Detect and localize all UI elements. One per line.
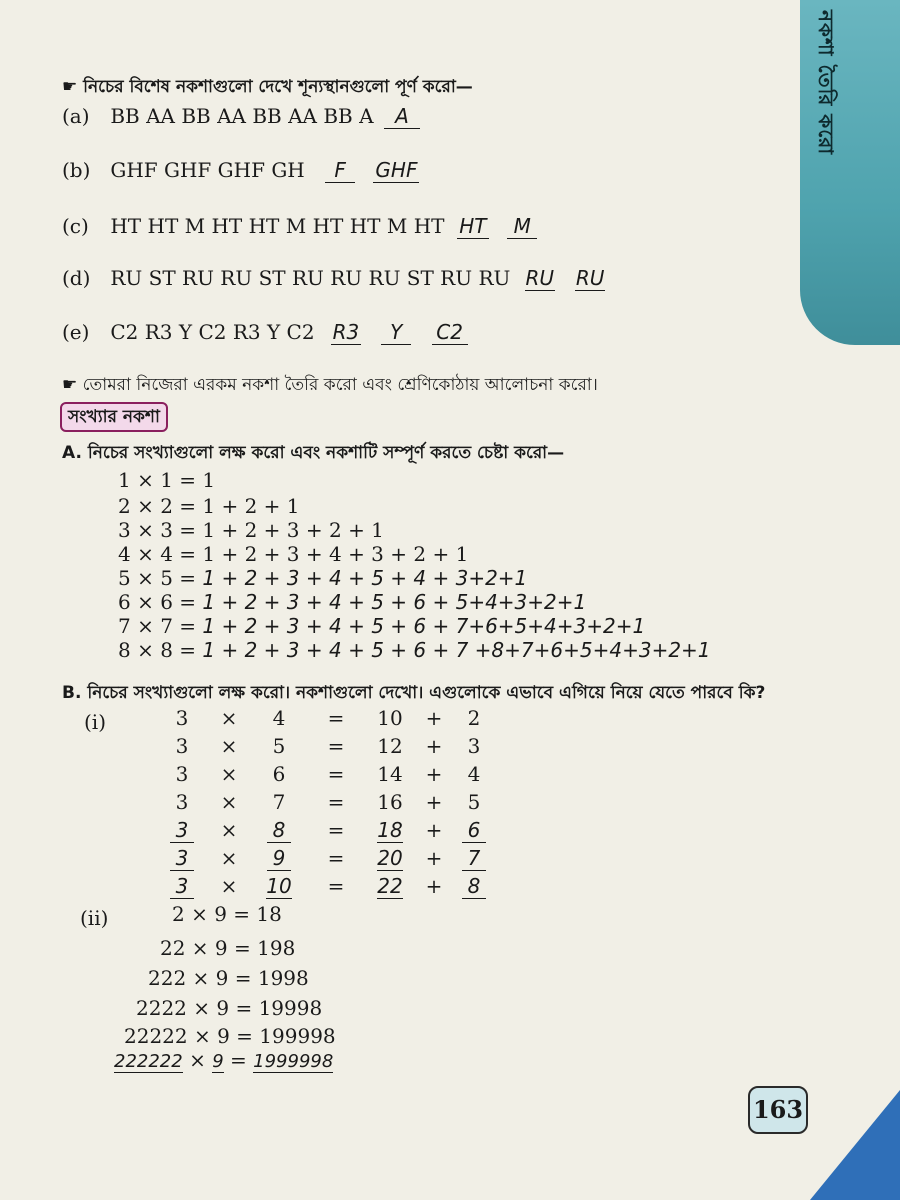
part-i-row [160, 816, 492, 844]
pattern-label: (a) [62, 104, 90, 128]
pattern-answer: A [384, 104, 420, 129]
square-row: 4 × 4 = 1 + 2 + 3 + 4 + 3 + 2 + 1 [118, 542, 469, 566]
part-i-cell-c: 20 [377, 845, 403, 870]
part-i-cell-c: 18 [377, 817, 403, 842]
pattern-label: (b) [62, 158, 91, 182]
pattern-item-e [62, 320, 468, 345]
part-i-table-body [160, 704, 492, 900]
part-i-row [160, 732, 492, 760]
patterns-instruction-text: নিচের বিশেষ নকশাগুলো দেখে শূন্যস্থানগুলো পূর্ণ করো— [83, 77, 473, 97]
pattern-item-b [62, 158, 419, 183]
part-i-cell-eq: = [327, 818, 345, 842]
part-i-cell-eq: = [327, 762, 345, 786]
pattern-text: BB AA BB AA BB AA BB A [110, 104, 374, 128]
part-i-row [160, 788, 492, 816]
part-ii-label: (ii) [80, 906, 109, 930]
part-i-cell-a: 3 [175, 706, 189, 730]
part-i-cell-op: × [220, 734, 238, 758]
part-i-row [160, 872, 492, 900]
part-i-cell-c: 12 [377, 734, 403, 758]
square-row-answer: 1 + 2 + 3 + 4 + 5 + 6 + 7 +8+7+6+5+4+3+2+1 [202, 638, 711, 662]
part-i-cell-plus: + [425, 874, 443, 898]
patterns-discussion [62, 372, 598, 400]
part-i-cell-eq: = [327, 734, 345, 758]
nine-row: 222 × 9 = 1998 [148, 966, 309, 990]
pattern-text: RU ST RU RU ST RU RU RU ST RU RU [110, 266, 511, 290]
pattern-answer: RU [575, 266, 605, 290]
square-row-handwritten [118, 638, 711, 662]
pattern-label: (d) [62, 266, 91, 290]
square-row-prefix: 7 × 7 = [118, 614, 203, 638]
pointing-hand-icon: ☛ [62, 77, 78, 97]
part-i-cell-op: × [220, 874, 238, 898]
pattern-answer: Y [381, 320, 411, 345]
part-i-cell-b: 7 [272, 790, 286, 814]
part-i-cell-d: 8 [462, 874, 486, 899]
chapter-side-tab [800, 0, 900, 345]
square-row-handwritten [118, 590, 586, 614]
part-i-cell-d: 4 [467, 762, 481, 786]
part-i-cell-plus: + [425, 706, 443, 730]
part-i-cell-op: × [220, 818, 238, 842]
pattern-item-c [62, 214, 537, 239]
part-i-cell-c: 10 [377, 706, 403, 730]
page-number: 163 [748, 1086, 808, 1134]
square-row-handwritten [118, 566, 527, 590]
square-row-prefix: 8 × 8 = [118, 638, 203, 662]
part-i-cell-c: 22 [377, 873, 403, 898]
part-i-row [160, 760, 492, 788]
part-i-table [160, 704, 492, 900]
nine-row-eq: = [230, 1048, 247, 1072]
part-i-cell-plus: + [425, 846, 443, 870]
part-i-label: (i) [84, 710, 107, 734]
square-row-answer: 1 + 2 + 3 + 4 + 5 + 6 + 5+4+3+2+1 [202, 590, 587, 614]
part-i-cell-d: 6 [462, 818, 486, 843]
pattern-label: (e) [62, 320, 90, 344]
section-a-instruction-text: নিচের সংখ্যাগুলো লক্ষ করো এবং নকশাটি সম্পূর্ণ করতে চেষ্টা করো— [87, 443, 565, 463]
pattern-label: (c) [62, 214, 89, 238]
part-i-cell-plus: + [425, 790, 443, 814]
part-i-cell-a: 3 [170, 818, 194, 843]
square-row: 2 × 2 = 1 + 2 + 1 [118, 494, 300, 518]
nine-row: 2 × 9 = 18 [172, 902, 282, 926]
nine-row-result: 1999998 [253, 1051, 334, 1072]
pattern-answer: GHF [375, 158, 418, 182]
square-row-answer: 1 + 2 + 3 + 4 + 5 + 6 + 7+6+5+4+3+2+1 [202, 614, 646, 638]
part-i-cell-a: 3 [175, 762, 189, 786]
part-i-cell-eq: = [327, 790, 345, 814]
nine-row-a: 222222 [114, 1051, 183, 1072]
part-i-cell-a: 3 [170, 846, 194, 871]
section-b-label: B. [62, 683, 82, 703]
pointing-hand-icon: ☛ [62, 375, 78, 395]
part-i-cell-d: 3 [467, 734, 481, 758]
part-i-cell-eq: = [327, 846, 345, 870]
pattern-text: C2 R3 Y C2 R3 Y C2 [110, 320, 315, 344]
pattern-item-d [62, 266, 605, 291]
square-row-prefix: 5 × 5 = [118, 566, 203, 590]
square-row-handwritten [118, 614, 645, 638]
part-i-cell-plus: + [425, 734, 443, 758]
nine-row: 22222 × 9 = 199998 [124, 1024, 336, 1048]
part-i-cell-b: 9 [267, 846, 291, 871]
nine-row-handwritten [114, 1048, 333, 1073]
pattern-item-a [62, 104, 420, 129]
pattern-text: GHF GHF GHF GH [110, 158, 305, 182]
part-i-cell-eq: = [327, 706, 345, 730]
part-i-cell-b: 5 [272, 734, 286, 758]
nine-row: 22 × 9 = 198 [160, 936, 296, 960]
part-i-cell-d: 5 [467, 790, 481, 814]
part-i-cell-d: 2 [467, 706, 481, 730]
square-row: 3 × 3 = 1 + 2 + 3 + 2 + 1 [118, 518, 384, 542]
square-row-prefix: 6 × 6 = [118, 590, 203, 614]
square-row-answer: 1 + 2 + 3 + 4 + 5 + 4 + 3+2+1 [202, 566, 528, 590]
part-i-cell-plus: + [425, 818, 443, 842]
part-i-row [160, 844, 492, 872]
nine-row: 2222 × 9 = 19998 [136, 996, 323, 1020]
part-i-cell-c: 16 [377, 790, 403, 814]
nine-row-op: × [189, 1048, 206, 1072]
pattern-answer: RU [525, 266, 554, 290]
nine-row-b: 9 [212, 1051, 224, 1072]
part-i-cell-plus: + [425, 762, 443, 786]
part-i-cell-a: 3 [175, 734, 189, 758]
part-i-cell-eq: = [327, 874, 345, 898]
part-i-row [160, 704, 492, 732]
part-i-cell-b: 10 [266, 873, 292, 898]
part-i-cell-b: 8 [267, 818, 291, 843]
part-i-cell-c: 14 [377, 762, 403, 786]
section-b-instruction-text: নিচের সংখ্যাগুলো লক্ষ করো। নকশাগুলো দেখো। এগুলোকে এভাবে এগিয়ে নিয়ে যেতে পারবে কি? [87, 683, 766, 703]
pattern-answer: F [325, 158, 355, 183]
part-i-cell-b: 6 [272, 762, 286, 786]
part-i-cell-d: 7 [462, 846, 486, 871]
part-i-cell-op: × [220, 762, 238, 786]
part-i-cell-a: 3 [175, 790, 189, 814]
square-row: 1 × 1 = 1 [118, 468, 216, 492]
part-i-cell-op: × [220, 846, 238, 870]
part-i-cell-a: 3 [170, 874, 194, 899]
chapter-side-tab-text: নকশা তৈরি করো [814, 10, 838, 156]
patterns-discussion-text: তোমরা নিজেরা এরকম নকশা তৈরি করো এবং শ্রেণিকোঠায় আলোচনা করো। [82, 375, 598, 395]
part-i-cell-b: 4 [272, 706, 286, 730]
section-title: সংখ্যার নকশা [60, 402, 168, 432]
patterns-instruction [62, 74, 473, 102]
pattern-text: HT HT M HT HT M HT HT M HT [110, 214, 445, 238]
part-i-cell-op: × [220, 790, 238, 814]
pattern-answer: C2 [432, 320, 468, 345]
pattern-answer: HT [457, 214, 489, 239]
corner-decoration [810, 1090, 900, 1200]
part-i-cell-op: × [220, 706, 238, 730]
pattern-answer: M [507, 214, 537, 239]
pattern-answer: R3 [332, 320, 360, 344]
number-patterns-a-instruction [62, 440, 564, 468]
section-a-label: A. [62, 443, 82, 463]
